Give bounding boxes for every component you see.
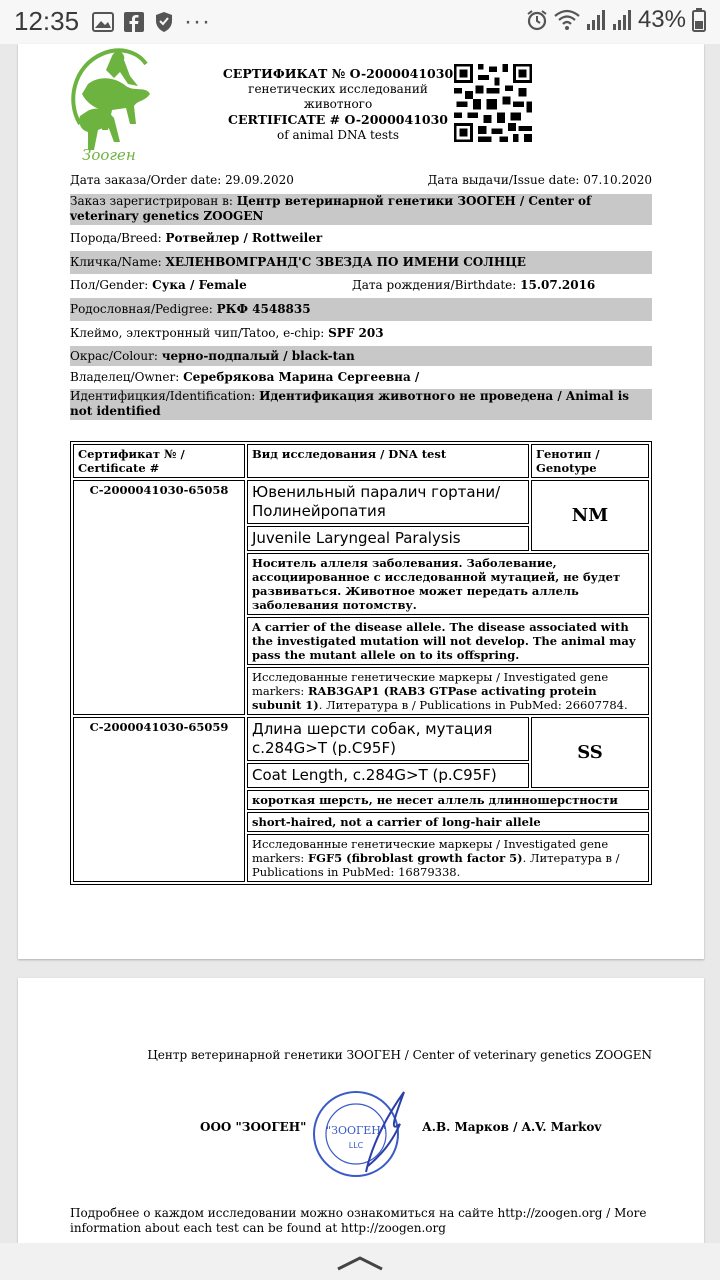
table-header-row	[73, 444, 649, 478]
header-dna-test: Вид исследования / DNA test	[247, 444, 529, 478]
pedigree-value: РКФ 4548835	[216, 302, 311, 316]
header-genotype: Генотип / Genotype	[531, 444, 649, 478]
breed-line: Порода/Breed: Ротвейлер / Rottweiler	[70, 231, 323, 245]
qr-code	[454, 64, 532, 142]
identification-line: Идентифицкия/Identification: Идентификация животного не проведена / Animal is not identified	[70, 389, 652, 420]
birthdate-value: 15.07.2016	[520, 278, 596, 292]
registered-value: Центр ветеринарной генетики ЗООГЕН / Center of veterinary genetics ZOOGEN	[70, 194, 592, 223]
dates-line	[70, 173, 652, 187]
test-name-ru: Длина шерсти собак, мутация c.284G>T (p.C95F)	[247, 717, 529, 761]
genotype-value: NM	[531, 480, 649, 551]
status-time: 12:35	[14, 6, 80, 36]
footer-center-name: Центр ветеринарной генетики ЗООГЕН / Center of veterinary genetics ZOOGEN	[147, 1048, 652, 1062]
certificate-subtitle-ru: генетических исследований	[248, 82, 428, 96]
svg-text:LLC: LLC	[348, 1141, 364, 1150]
registered-line: Заказ зарегистрирован в: Центр ветеринарной генетики ЗООГЕН / Center of veterinary genetics ZOOGEN	[70, 194, 652, 225]
certificate-page-2[interactable]	[18, 978, 704, 1243]
name-line: Кличка/Name: ХЕЛЕНВОМГРАНД'С ЗВЕЗДА ПО ИМЕНИ СОЛНЦЕ	[70, 251, 652, 274]
name-value: ХЕЛЕНВОМГРАНД'С ЗВЕЗДА ПО ИМЕНИ СОЛНЦЕ	[165, 255, 526, 269]
certificate-title-ru: СЕРТИФИКАТ № O-2000041030	[222, 66, 454, 81]
certificate-number: C-2000041030-65059	[73, 717, 245, 882]
owner-value: Серебрякова Марина Сергеевна /	[183, 370, 420, 384]
gender-line: Пол/Gender: Сука / Female Дата рождения/Birthdate: 15.07.2016	[70, 278, 596, 292]
alarm-icon	[526, 9, 548, 31]
owner-line: Владелец/Owner: Серебрякова Марина Сергеевна /	[70, 370, 420, 384]
chip-value: SPF 203	[328, 326, 384, 340]
bottom-bar	[0, 1243, 720, 1280]
gene-markers: Исследованные генетические маркеры / Investigated gene markers: FGF5 (fibroblast growth factor 5). Литература в / Publications in PubMed: 16879338.	[247, 834, 649, 882]
more-notifications-icon: ···	[184, 8, 211, 35]
battery-percent: 43%	[637, 6, 686, 33]
test-name-en: Coat Length, c.284G>T (p.C95F)	[247, 763, 529, 788]
header-certificate: Сертификат № / Certificate #	[73, 444, 245, 478]
gallery-icon	[92, 12, 114, 32]
logo-text: Зооген	[82, 146, 136, 164]
certificate-header	[218, 66, 458, 143]
issue-date: Дата выдачи/Issue date: 07.10.2020	[427, 173, 652, 187]
signal-icon	[586, 9, 606, 31]
certificate-subtitle-en: of animal DNA tests	[276, 128, 400, 142]
certificate-subtitle-ru-2: животного	[303, 97, 373, 111]
shield-icon	[154, 11, 174, 33]
wifi-icon	[554, 9, 580, 31]
test-name-ru: Ювенильный паралич гортани/Полинейропатия	[247, 480, 529, 524]
results-table	[70, 441, 652, 885]
certificate-page-1[interactable]	[18, 44, 704, 959]
signal-icon-2	[612, 9, 632, 31]
colour-value: черно-подпалый / black-tan	[161, 349, 355, 363]
status-bar	[0, 0, 720, 44]
certificate-number: C-2000041030-65058	[73, 480, 245, 715]
chevron-up-icon[interactable]	[336, 1255, 384, 1271]
signer-name: А.В. Марков / A.V. Markov	[422, 1120, 602, 1134]
result-description-en: short-haired, not a carrier of long-hair allele	[247, 812, 649, 832]
result-description-en: A carrier of the disease allele. The disease associated with the investigated mutation will not develop. The animal may pass the mutant allele on to its offspring.	[247, 617, 649, 665]
table-row	[73, 717, 649, 761]
company-stamp	[308, 1084, 418, 1180]
breed-value: Ротвейлер / Rottweiler	[165, 231, 323, 245]
colour-line: Окрас/Colour: черно-подпалый / black-tan	[70, 346, 652, 366]
battery-icon	[692, 8, 706, 32]
certificate-title-en: CERTIFICATE # O-2000041030	[228, 112, 448, 127]
zoogen-logo	[68, 46, 158, 164]
test-name-en: Juvenile Laryngeal Paralysis	[247, 526, 529, 551]
company-name: ООО "ЗООГЕН"	[200, 1120, 307, 1134]
gene-markers: Исследованные генетические маркеры / Investigated gene markers: RAB3GAP1 (RAB3 GTPase activating protein subunit 1). Литература в / Publications in PubMed: 26607784.	[247, 667, 649, 715]
chip-line: Клеймо, электронный чип/Tatoo, e-chip: SPF 203	[70, 326, 384, 340]
facebook-icon	[124, 12, 144, 32]
order-date: Дата заказа/Order date: 29.09.2020	[70, 173, 294, 187]
result-description-ru: короткая шерсть, не несет аллель длинношерстности	[247, 790, 649, 810]
table-row	[73, 480, 649, 524]
identification-value: Идентификация животного не проведена / Animal is not identified	[70, 389, 630, 418]
more-info-text: Подробнее о каждом исследовании можно ознакомиться на сайте http://zoogen.org / More information about each test can be found at http://zoogen.org	[70, 1206, 647, 1235]
genotype-value: SS	[531, 717, 649, 788]
pedigree-line: Родословная/Pedigree: РКФ 4548835	[70, 298, 652, 321]
result-description-ru: Носитель аллеля заболевания. Заболевание, ассоциированное с исследованной мутацией, не будет развиваться. Животное может передать аллель заболевания потомству.	[247, 553, 649, 615]
svg-text:"ЗООГЕН": "ЗООГЕН"	[326, 1124, 386, 1137]
gender-value: Сука / Female	[152, 278, 247, 292]
